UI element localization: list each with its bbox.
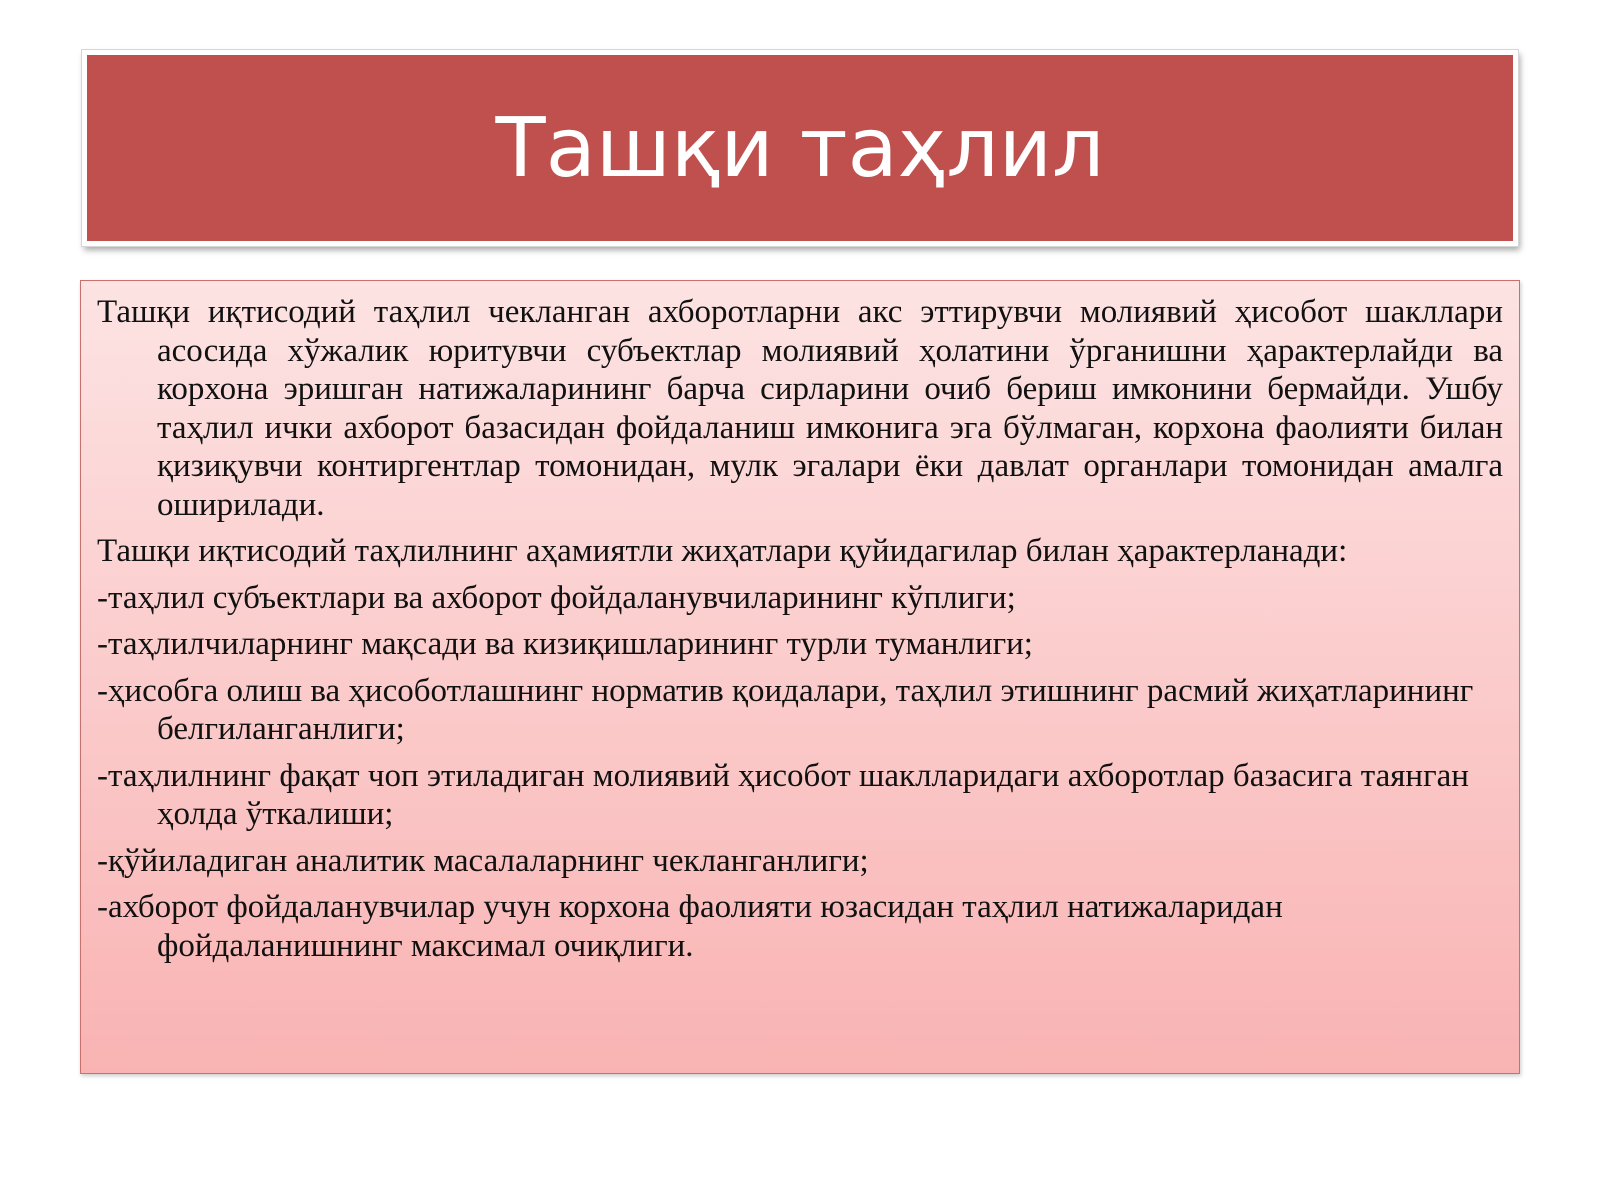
list-item: -ҳисобга олиш ва ҳисоботлашнинг норматив қоидалари, таҳлил этишнинг расмий жиҳатларининг белгиланганлиги; [97,672,1474,747]
list-item: -ахборот фойдаланувчилар учун корхона фаолияти юзасидан таҳлил натижаларидан фойдаланишнинг максимал очиқлиги. [97,889,1283,964]
paragraph-intro: Ташқи иқтисодий таҳлил чекланган ахборотларни акс эттирувчи молиявий ҳисобот шакллари асосида хўжалик юритувчи субъектлар молиявий ҳолатини ўрганишни ҳарактерлайди ва корхона эришган натижаларининг барча сирларини очиб бериш имконини бермайди. Ушбу таҳлил ички ахборот базасидан фойдаланиш имконига эга бўлмаган, корхона фаолияти билан қизиқувчи контиргентлар томонидан, мулк эгалари ёки давлат органлари томонидан амалга оширилади. [97,294,1503,523]
list-item: -қўйиладиган аналитик масалаларнинг чекланганлиги; [97,842,869,879]
list-item: -таҳлилчиларнинг мақсади ва кизиқишларининг турли туманлиги; [97,626,1033,662]
title-banner [82,50,1518,246]
slide-title: Ташқи таҳлил [495,100,1105,196]
list-item: -таҳлил субъектлари ва ахборот фойдаланувчиларининг кўплиги; [97,579,1016,616]
paragraph-features-heading: Ташқи иқтисодий таҳлилнинг аҳамиятли жиҳатлари қуйидагилар билан ҳарактерланади: [97,533,1348,569]
list-item: -таҳлилнинг фақат чоп этиладиган молиявий ҳисобот шаклларидаги ахборотлар базасига таянган ҳолда ўткалиши; [97,757,1469,832]
content-box [80,280,1520,1074]
